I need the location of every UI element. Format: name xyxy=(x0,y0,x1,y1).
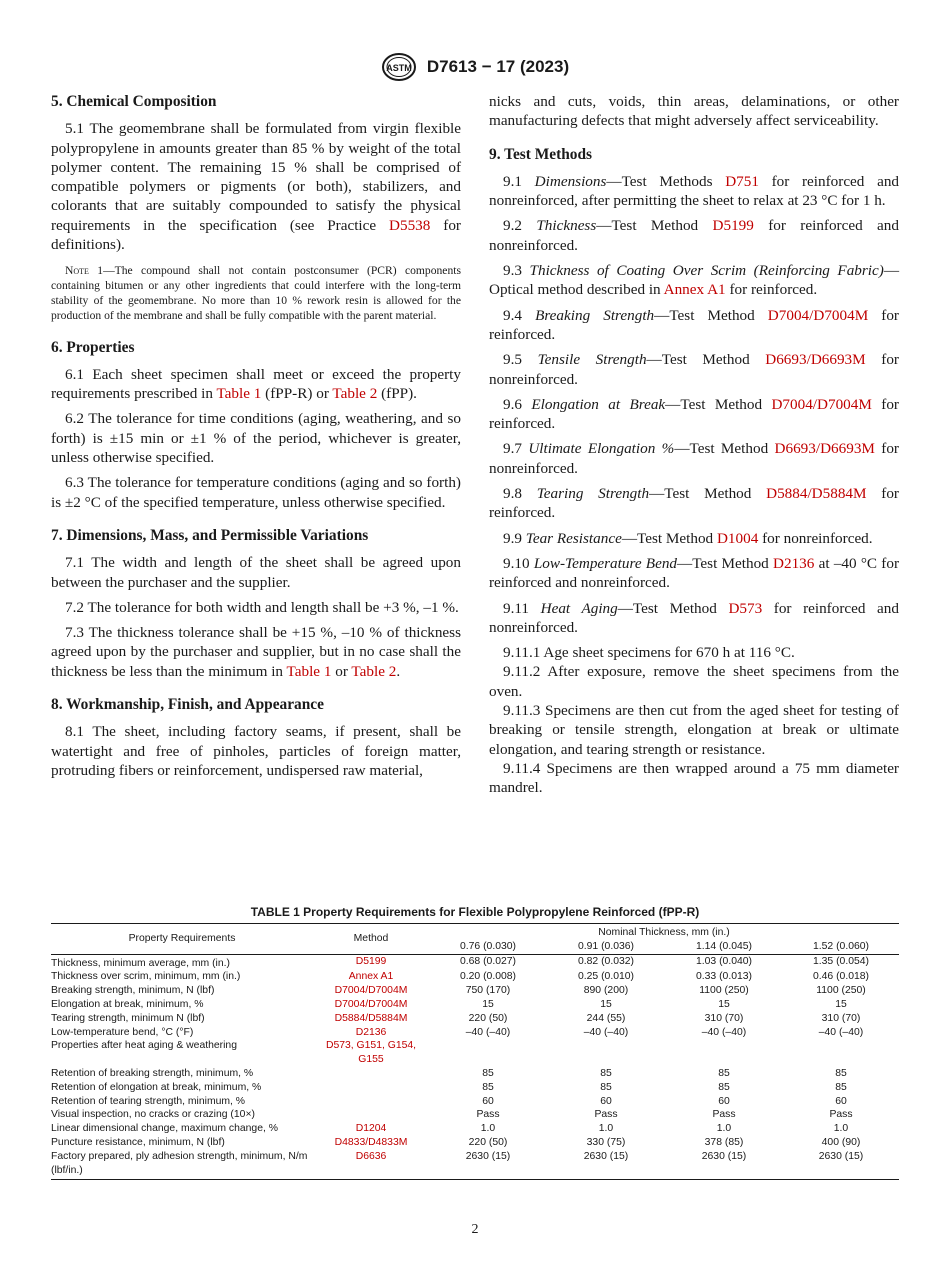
value-cell: 1.0 xyxy=(833,1123,849,1135)
test-method-item: 9.9 Tear Resistance—Test Method D1004 for nonreinforced. xyxy=(503,529,873,547)
value-cell: Pass xyxy=(712,1109,736,1121)
value-cell: 0.68 (0.027) xyxy=(459,955,517,967)
paragraph-8-1-continued: nicks and cuts, voids, thin areas, delaminations, or other manufacturing defects that might adversely affect serviceability. xyxy=(489,93,899,130)
table-row xyxy=(51,1095,899,1109)
test-method-item: 9.4 Breaking Strength—Test Method D7004/D7004M for reinforced. xyxy=(489,306,899,343)
test-method-link[interactable]: D5884/D5884M xyxy=(766,485,867,503)
heat-aging-subsection: 9.11.3 Specimens are then cut from the aged sheet for testing of breaking or tensile strength, elongation at break or ultimate elongation, and tearing strength or resistance. xyxy=(489,702,899,758)
value-cell: 378 (85) xyxy=(704,1136,744,1148)
table-row xyxy=(51,984,899,998)
paragraph-6-1: 6.1 Each sheet specimen shall meet or exceed the property requirements prescribed in Table 1 (fPP-R) or Table 2 (fPP). xyxy=(51,365,461,403)
note-label: Note 1 xyxy=(65,264,104,278)
test-method-item: 9.6 Elongation at Break—Test Method D7004/D7004M for reinforced. xyxy=(489,395,899,433)
value-cell: 220 (50) xyxy=(468,1012,508,1024)
method-cell[interactable]: D7004/D7004M xyxy=(334,985,408,997)
value-cell: 85 xyxy=(482,1067,494,1079)
value-cell: 60 xyxy=(835,1095,847,1107)
property-cell: Low-temperature bend, °C (°F) xyxy=(51,1026,194,1038)
value-cell: 60 xyxy=(600,1095,612,1107)
ref-d5538-link[interactable]: D5538 xyxy=(389,216,431,234)
property-cell: Retention of breaking strength, minimum, % xyxy=(51,1067,254,1079)
paragraph-6-2: 6.2 The tolerance for time conditions (aging, weathering, and so forth) is ±15 min or ±1 % of the period, whichever is greater, unless otherwise specified. xyxy=(51,410,461,467)
value-cell: 85 xyxy=(600,1067,612,1079)
property-cell: Visual inspection, no cracks or crazing (10×) xyxy=(51,1109,255,1121)
table-row xyxy=(51,954,899,970)
ref-table2-link[interactable]: Table 2 xyxy=(332,385,378,403)
section-7-heading: 7. Dimensions, Mass, and Permissible Variations xyxy=(51,526,369,544)
table-row xyxy=(51,1136,899,1150)
left-column xyxy=(51,92,461,786)
property-cell: Thickness, minimum average, mm (in.) xyxy=(51,957,230,969)
method-cell xyxy=(313,1081,429,1095)
ref-table2-link[interactable]: Table 2 xyxy=(351,662,397,680)
section-5-heading: 5. Chemical Composition xyxy=(51,93,217,110)
test-method-link[interactable]: D573 xyxy=(728,599,763,617)
test-method-link[interactable]: D2136 xyxy=(773,554,815,572)
method-cell xyxy=(313,1108,429,1122)
section-6-heading: 6. Properties xyxy=(51,338,135,356)
value-cell: 0.20 (0.008) xyxy=(459,971,517,983)
value-cell: 0.82 (0.032) xyxy=(577,955,635,967)
method-cell[interactable]: D6636 xyxy=(313,1150,429,1180)
value-cell: 2630 (15) xyxy=(547,1150,665,1180)
heat-aging-subsections xyxy=(489,643,899,797)
property-cell: Linear dimensional change, maximum change, % xyxy=(51,1123,278,1135)
value-cell: –40 (–40) xyxy=(818,1026,864,1038)
header-thickness-col: 1.14 (0.045) xyxy=(665,940,783,954)
value-cell: 1.03 (0.040) xyxy=(695,955,753,967)
astm-logo-icon xyxy=(381,52,417,82)
value-cell: 2630 (15) xyxy=(665,1150,783,1180)
method-cell[interactable]: Annex A1 xyxy=(348,971,394,983)
ref-table1-link[interactable]: Table 1 xyxy=(216,385,262,403)
header-thickness-col: 0.76 (0.030) xyxy=(429,940,547,954)
method-cell[interactable]: D1204 xyxy=(355,1123,387,1135)
property-cell: Puncture resistance, minimum, N (lbf) xyxy=(51,1136,225,1148)
test-method-item: 9.11 Heat Aging—Test Method D573 for reinforced and nonreinforced. xyxy=(489,599,899,636)
property-cell: Retention of elongation at break, minimum, % xyxy=(51,1081,262,1093)
method-cell[interactable]: D5884/D5884M xyxy=(334,1012,408,1024)
table-row xyxy=(51,1081,899,1095)
value-cell: –40 (–40) xyxy=(701,1026,747,1038)
paragraph-7-3: 7.3 The thickness tolerance shall be +15 %, –10 % of thickness agreed upon by the purchaser and supplier, but in no case shall the thickness be less than the minimum in Table 1 or Table 2. xyxy=(51,624,461,680)
method-cell xyxy=(313,1067,429,1081)
value-cell xyxy=(665,1039,783,1067)
test-methods-list xyxy=(489,172,899,637)
value-cell: 60 xyxy=(718,1095,730,1107)
section-9-heading: 9. Test Methods xyxy=(489,145,593,163)
value-cell: 220 (50) xyxy=(468,1136,508,1148)
test-method-link[interactable]: D7004/D7004M xyxy=(767,306,869,324)
method-cell[interactable]: D4833/D4833M xyxy=(334,1136,408,1148)
property-cell: Breaking strength, minimum, N (lbf) xyxy=(51,985,215,997)
test-method-link[interactable]: D7004/D7004M xyxy=(771,395,872,413)
method-cell[interactable]: D2136 xyxy=(355,1026,387,1038)
value-cell: 85 xyxy=(718,1081,730,1093)
heat-aging-subsection: 9.11.1 Age sheet specimens for 670 h at 116 °C. xyxy=(503,644,795,662)
test-method-item: 9.8 Tearing Strength—Test Method D5884/D5884M for reinforced. xyxy=(489,485,899,522)
value-cell: 0.33 (0.013) xyxy=(695,971,753,983)
value-cell: 15 xyxy=(482,998,494,1010)
test-method-item: 9.2 Thickness—Test Method D5199 for reinforced and nonreinforced. xyxy=(489,217,899,254)
table-row xyxy=(51,1067,899,1081)
value-cell: 2630 (15) xyxy=(783,1150,899,1180)
paragraph-7-2: 7.2 The tolerance for both width and length shall be +3 %, –1 %. xyxy=(65,598,459,616)
value-cell: 15 xyxy=(835,998,847,1010)
test-method-link[interactable]: D6693/D6693M xyxy=(765,351,866,369)
table-1 xyxy=(51,905,899,1180)
method-cell[interactable]: D573, G151, G154, G155 xyxy=(325,1040,417,1066)
value-cell: 310 (70) xyxy=(821,1012,861,1024)
value-cell: 85 xyxy=(835,1081,847,1093)
page-header xyxy=(0,52,950,82)
header-thickness-col: 0.91 (0.036) xyxy=(547,940,665,954)
test-method-item: 9.7 Ultimate Elongation %—Test Method D6693/D6693M for nonreinforced. xyxy=(489,440,899,477)
value-cell: 330 (75) xyxy=(586,1136,626,1148)
test-method-item: 9.1 Dimensions—Test Methods D751 for reinforced and nonreinforced, after permitting the sheet to relax at 23 °C for 1 h. xyxy=(489,172,900,210)
header-thickness-col: 1.52 (0.060) xyxy=(783,940,899,954)
header-method: Method xyxy=(313,924,429,955)
table-row xyxy=(51,1122,899,1136)
value-cell: Pass xyxy=(476,1109,500,1121)
table-row xyxy=(51,1108,899,1122)
test-method-item: 9.5 Tensile Strength—Test Method D6693/D6693M for nonreinforced. xyxy=(489,351,899,388)
value-cell: Pass xyxy=(594,1109,618,1121)
heat-aging-subsection: 9.11.4 Specimens are then wrapped around a 75 mm diameter mandrel. xyxy=(489,759,899,797)
section-8-heading: 8. Workmanship, Finish, and Appearance xyxy=(51,696,324,714)
test-method-item: 9.3 Thickness of Coating Over Scrim (Reinforcing Fabric)—Optical method described in Annex A1 for reinforced. xyxy=(489,262,899,299)
page-number: 2 xyxy=(471,1222,479,1237)
value-cell: 85 xyxy=(600,1081,612,1093)
value-cell: 1.0 xyxy=(480,1123,496,1135)
value-cell: 1.0 xyxy=(598,1123,614,1135)
logo-lettering: ASTM xyxy=(386,63,412,73)
paragraph-8-1: 8.1 The sheet, including factory seams, if present, shall be watertight and free of pinholes, particles of foreign matter, protruding fibers or reinforcement, undispersed raw material, xyxy=(51,723,461,779)
table-title: TABLE 1 Property Requirements for Flexible Polypropylene Reinforced (fPP-R) xyxy=(250,905,700,919)
value-cell: 1100 (250) xyxy=(699,985,749,997)
value-cell: 400 (90) xyxy=(821,1136,861,1148)
value-cell: 60 xyxy=(482,1095,494,1107)
value-cell: 890 (200) xyxy=(583,985,629,997)
method-cell[interactable]: D7004/D7004M xyxy=(334,998,408,1010)
value-cell: 1.35 (0.054) xyxy=(812,955,870,967)
test-method-link[interactable]: D751 xyxy=(725,172,759,190)
table-row xyxy=(51,1150,899,1180)
right-column xyxy=(489,92,899,798)
property-cell: Properties after heat aging & weathering xyxy=(51,1040,237,1052)
value-cell: 15 xyxy=(600,998,612,1010)
value-cell: 85 xyxy=(482,1081,494,1093)
value-cell: 1100 (250) xyxy=(816,985,866,997)
paragraph-5-1: 5.1 The geomembrane shall be formulated from virgin flexible polypropylene in amounts greater than 85 % by weight of the total polymer content. The remaining 15 % shall be comprised of compatible polymers or pigments (or both), stabilizers, and colorants that are suitably compounded to satisfy the physical requirements in the specification (see Practice D5538 for definitions). xyxy=(51,120,461,254)
value-cell: 0.25 (0.010) xyxy=(577,971,635,983)
table-row xyxy=(51,998,899,1012)
value-cell xyxy=(547,1039,665,1067)
value-cell: Pass xyxy=(829,1109,853,1121)
heat-aging-subsection: 9.11.2 After exposure, remove the sheet specimens from the oven. xyxy=(489,663,899,700)
value-cell: 85 xyxy=(835,1067,847,1079)
note-text: —The compound shall not contain postconsumer (PCR) components containing bitumen or any other ingredients that could interfere with the long-term stability of the geomembrane. No more than 10 % rework resin is allowed for the production of the membrane and shall be fully compatible with the parent material. xyxy=(51,264,461,322)
method-cell xyxy=(313,1095,429,1109)
test-method-link[interactable]: Annex A1 xyxy=(663,281,726,299)
value-cell: –40 (–40) xyxy=(465,1026,511,1038)
value-cell: 310 (70) xyxy=(704,1012,744,1024)
table-row xyxy=(51,1039,899,1067)
value-cell xyxy=(429,1039,547,1067)
table-row xyxy=(51,970,899,984)
property-cell: Tearing strength, minimum N (lbf) xyxy=(51,1012,205,1024)
document-designation: D7613 − 17 (2023) xyxy=(426,57,570,76)
value-cell: 244 (55) xyxy=(586,1012,626,1024)
property-cell: Elongation at break, minimum, % xyxy=(51,998,204,1010)
value-cell: 2630 (15) xyxy=(429,1150,547,1180)
test-method-item: 9.10 Low-Temperature Bend—Test Method D2136 at –40 °C for reinforced and nonreinforced. xyxy=(489,554,900,592)
property-cell: Factory prepared, ply adhesion strength, minimum, N/m (lbf/in.) xyxy=(51,1150,313,1180)
header-nominal-thickness: Nominal Thickness, mm (in.) xyxy=(429,924,899,940)
test-method-link[interactable]: D6693/D6693M xyxy=(774,440,875,458)
method-cell[interactable]: D5199 xyxy=(355,955,387,967)
value-cell: –40 (–40) xyxy=(583,1026,629,1038)
property-cell: Retention of tearing strength, minimum, % xyxy=(51,1095,246,1107)
paragraph-6-3: 6.3 The tolerance for temperature conditions (aging and so forth) is ±2 °C of the specified temperature, unless otherwise specified. xyxy=(51,474,461,511)
note-1 xyxy=(51,264,461,323)
value-cell: 750 (170) xyxy=(465,985,511,997)
value-cell: 15 xyxy=(718,998,730,1010)
value-cell: 1.0 xyxy=(716,1123,732,1135)
paragraph-7-1: 7.1 The width and length of the sheet shall be agreed upon between the purchaser and the supplier. xyxy=(51,554,461,591)
test-method-link[interactable]: D1004 xyxy=(716,529,759,547)
property-cell: Thickness over scrim, minimum, mm (in.) xyxy=(51,971,241,983)
table-row xyxy=(51,1026,899,1040)
test-method-link[interactable]: D5199 xyxy=(712,217,754,235)
value-cell: 0.46 (0.018) xyxy=(812,971,870,983)
value-cell: 85 xyxy=(718,1067,730,1079)
table-row xyxy=(51,1012,899,1026)
ref-table1-link[interactable]: Table 1 xyxy=(286,662,332,680)
header-property: Property Requirements xyxy=(51,924,313,955)
value-cell xyxy=(783,1039,899,1067)
property-requirements-table xyxy=(51,923,899,1180)
